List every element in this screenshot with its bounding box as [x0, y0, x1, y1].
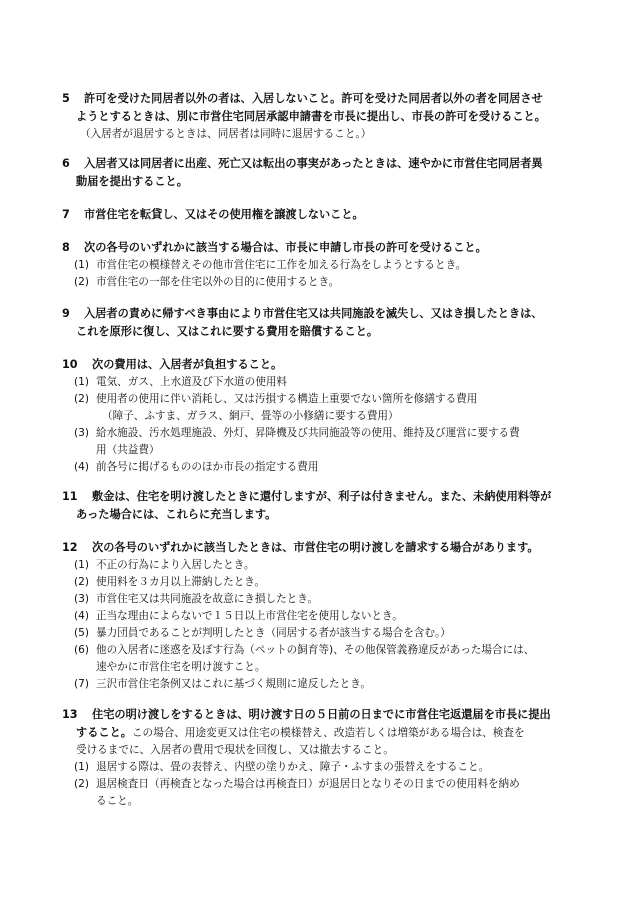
clause-number: 8	[62, 241, 70, 254]
list-item: (1) 電気、ガス、上水道及び下水道の使用料	[74, 376, 288, 388]
list-item-note: （障子、ふすま、ガラス、網戸、畳等の小修繕に要する費用）	[102, 410, 399, 422]
clause-number: 7	[62, 208, 70, 221]
list-item: (4) 前各号に掲げるもののほか市長の指定する費用	[74, 461, 319, 473]
clause-text-bold: すること。	[76, 726, 132, 739]
clause-8	[62, 239, 582, 291]
list-item: (4) 正当な理由によらないで１５日以上市営住宅を使用しないとき。	[74, 610, 403, 622]
clause-text: 敷金は、住宅を明け渡したときに還付しますが、利子は付きません。また、未納使用料等が	[92, 490, 552, 503]
clause-5	[62, 90, 582, 143]
clause-7	[62, 206, 582, 224]
clause-text-cont: ようとするときは、別に市営住宅同居承認申請書を市長に提出し、市長の許可を受けること。	[76, 110, 546, 123]
list-item: (3) 市営住宅又は共同施設を故意にき損したとき。	[74, 593, 319, 605]
list-item-cont: ること。	[96, 795, 139, 807]
list-item-cont: 速やかに市営住宅を明け渡すこと。	[96, 661, 266, 673]
clause-text-cont: 受けるまでに、入居者の費用で現状を回復し、又は撤去すること。	[76, 744, 394, 756]
clause-number: 5	[62, 92, 70, 105]
clause-11	[62, 488, 582, 524]
clause-text-cont: これを原形に復し、又はこれに要する費用を賠償すること。	[76, 325, 379, 338]
clause-number: 12	[62, 541, 78, 554]
list-item-cont: 用（共益費）	[96, 444, 160, 456]
list-item: (1) 不正の行為により入居したとき。	[74, 559, 255, 571]
list-item: (6) 他の入居者に迷惑を及ぼす行為（ペットの飼育等)、その他保管義務違反があった場合には、	[74, 644, 535, 656]
list-item: (2) 退居検査日（再検査となった場合は再検査日）が退居日となりその日までの使用料を納め	[74, 778, 520, 790]
list-item: (2) 使用料を３カ月以上滞納したとき。	[74, 576, 266, 588]
clause-10	[62, 356, 582, 476]
list-item: (5) 暴力団員であることが判明したとき（同居する者が該当する場合を含む。）	[74, 627, 451, 639]
clause-text: 住宅の明け渡しをするときは、明け渡す日の５日前の日までに市営住宅返還届を市長に提出	[92, 708, 551, 721]
clause-number: 9	[62, 307, 70, 320]
list-item: (2) 市営住宅の一部を住宅以外の目的に使用するとき。	[74, 276, 340, 288]
clause-text: 市営住宅を転貸し、又はその使用権を譲渡しないこと。	[84, 208, 364, 221]
clause-13	[62, 706, 582, 810]
clause-text: 許可を受けた同居者以外の者は、入居しないこと。許可を受けた同居者以外の者を同居させ	[84, 92, 543, 105]
clause-text: 次の各号のいずれかに該当する場合は、市長に申請し市長の許可を受けること。	[84, 241, 487, 254]
clause-text: 次の費用は、入居者が負担すること。	[92, 358, 283, 371]
clause-text: 入居者又は同居者に出産、死亡又は転出の事実があったときは、速やかに市営住宅同居者異	[84, 157, 543, 170]
clause-6	[62, 155, 582, 191]
clause-number: 10	[62, 358, 78, 371]
list-item: (2) 使用者の使用に伴い消耗し、又は汚損する構造上重要でない箇所を修繕する費用	[74, 393, 478, 405]
clause-note: （入居者が退居するときは、同居者は同時に退居すること。）	[80, 128, 372, 140]
list-item: (3) 給水施設、汚水処理施設、外灯、昇降機及び共同施設等の使用、維持及び運営に要する費	[74, 427, 520, 439]
clause-number: 13	[62, 708, 78, 721]
clause-number: 11	[62, 490, 78, 503]
clause-text: 入居者の責めに帰すべき事由により市営住宅又は共同施設を滅失し、又はき損したときは、	[84, 307, 543, 320]
clause-9	[62, 305, 582, 341]
list-item: (1) 市営住宅の模様替えその他市営住宅に工作を加える行為をしようとするとき。	[74, 259, 467, 271]
clause-text-cont: あった場合には、これらに充当します。	[76, 508, 277, 521]
list-item: (1) 退居する際は、畳の表替え、内壁の塗りかえ、障子・ふすまの張替えをすること。	[74, 761, 490, 773]
clause-text-cont: 動届を提出すること。	[76, 175, 188, 188]
list-item: (7) 三沢市営住宅条例又はこれに基づく規則に違反したとき。	[74, 678, 372, 690]
clause-number: 6	[62, 157, 70, 170]
clause-12	[62, 539, 582, 693]
clause-text: この場合、用途変更又は住宅の模様替え、改造若しくは増築がある場合は、検査を	[131, 727, 525, 739]
clause-text: 次の各号のいずれかに該当したときは、市営住宅の明け渡しを請求する場合があります。	[92, 541, 539, 554]
